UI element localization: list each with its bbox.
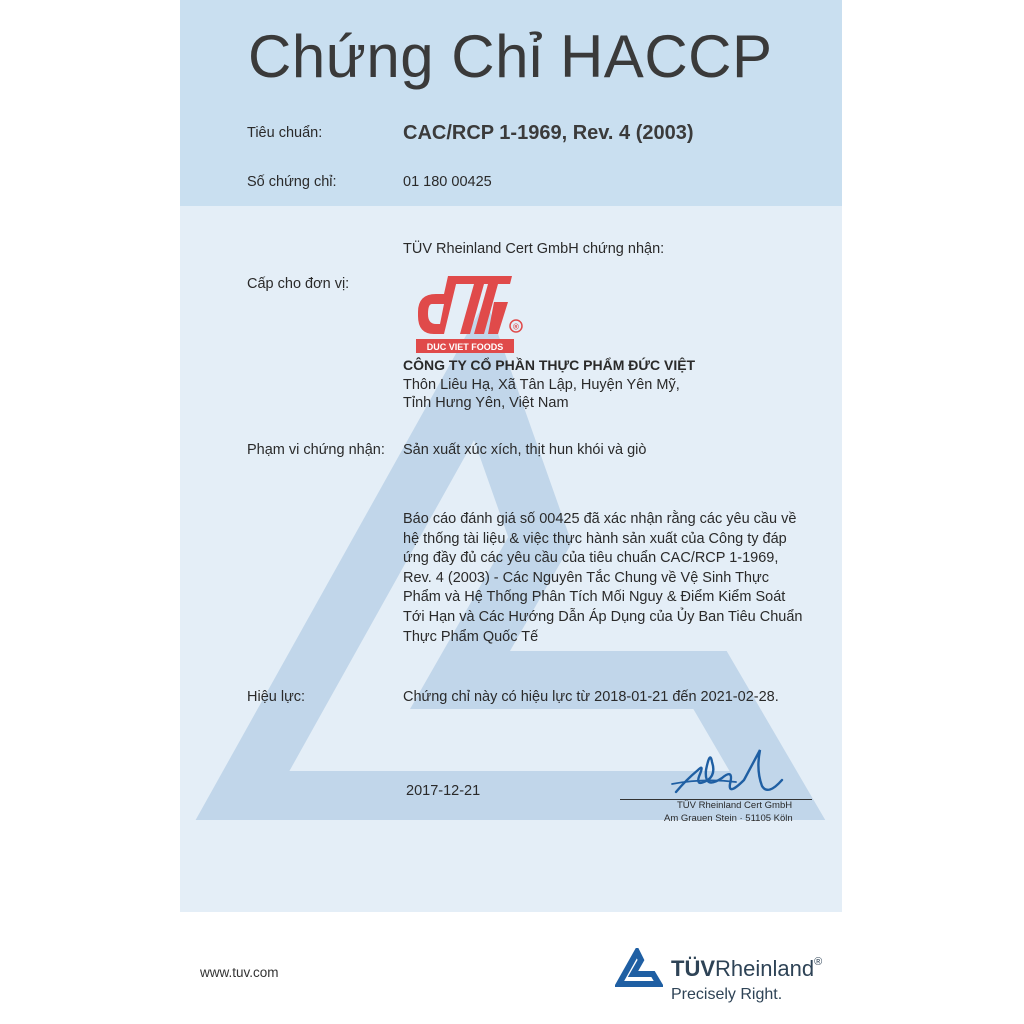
company-address-line1: Thôn Liêu Hạ, Xã Tân Lập, Huyện Yên Mỹ, bbox=[403, 377, 680, 393]
tuv-brand-rest: Rheinland bbox=[715, 956, 815, 981]
duc-viet-foods-logo bbox=[414, 272, 524, 354]
company-address-line2: Tỉnh Hưng Yên, Việt Nam bbox=[403, 395, 569, 411]
audit-report-statement: Báo cáo đánh giá số 00425 đã xác nhận rằng các yêu cầu về hệ thống tài liệu & việc thực hành sản xuất của Công ty đáp ứng đầy đủ các yêu cầu của tiêu chuẩn CAC/RCP 1-1969, Rev. 4 (2003) - Các Nguyên Tắc Chung về Vệ Sinh Thực Phẩm và Hệ Thống Phân Tích Mối Nguy & Điểm Kiểm Soát Tới Hạn và Các Hướng Dẫn Áp Dụng của Ủy Ban Tiêu Chuẩn Thực Phẩm Quốc Tế bbox=[403, 511, 803, 645]
issuer-name: TÜV Rheinland Cert GmbH bbox=[677, 800, 793, 811]
logo-registered-mark: ® bbox=[513, 322, 519, 332]
certificate-no-value: 01 180 00425 bbox=[403, 174, 492, 190]
certifier-statement: TÜV Rheinland Cert GmbH chứng nhận: bbox=[403, 241, 665, 257]
standard-label: Tiêu chuẩn: bbox=[247, 125, 323, 141]
tuv-triangle-icon bbox=[615, 948, 663, 988]
tuv-registered-mark: ® bbox=[814, 956, 823, 968]
tuv-slogan: Precisely Right. bbox=[671, 986, 783, 1003]
issued-to-label: Cấp cho đơn vị: bbox=[247, 276, 350, 292]
issue-date: 2017-12-21 bbox=[406, 783, 481, 799]
company-name: CÔNG TY CỔ PHẦN THỰC PHẨM ĐỨC VIỆT bbox=[403, 357, 696, 373]
standard-value: CAC/RCP 1-1969, Rev. 4 (2003) bbox=[403, 122, 694, 144]
footer-url: www.tuv.com bbox=[200, 965, 279, 980]
signature bbox=[664, 740, 794, 806]
logo-text: DUC VIET FOODS bbox=[426, 342, 504, 352]
certificate-no-label: Số chứng chỉ: bbox=[247, 174, 337, 190]
validity-value: Chứng chỉ này có hiệu lực từ 2018-01-21 đến 2021-02-28. bbox=[403, 689, 779, 705]
issuer-address: Am Grauen Stein · 51105 Köln bbox=[664, 813, 793, 824]
tuv-brand-bold: TÜV bbox=[671, 956, 715, 981]
scope-value: Sản xuất xúc xích, thịt hun khói và giò bbox=[403, 442, 647, 458]
scope-label: Phạm vi chứng nhận: bbox=[247, 442, 385, 458]
validity-label: Hiệu lực: bbox=[247, 689, 306, 705]
page-title: Chứng Chỉ HACCP bbox=[248, 23, 773, 90]
tuv-brand bbox=[671, 956, 822, 982]
